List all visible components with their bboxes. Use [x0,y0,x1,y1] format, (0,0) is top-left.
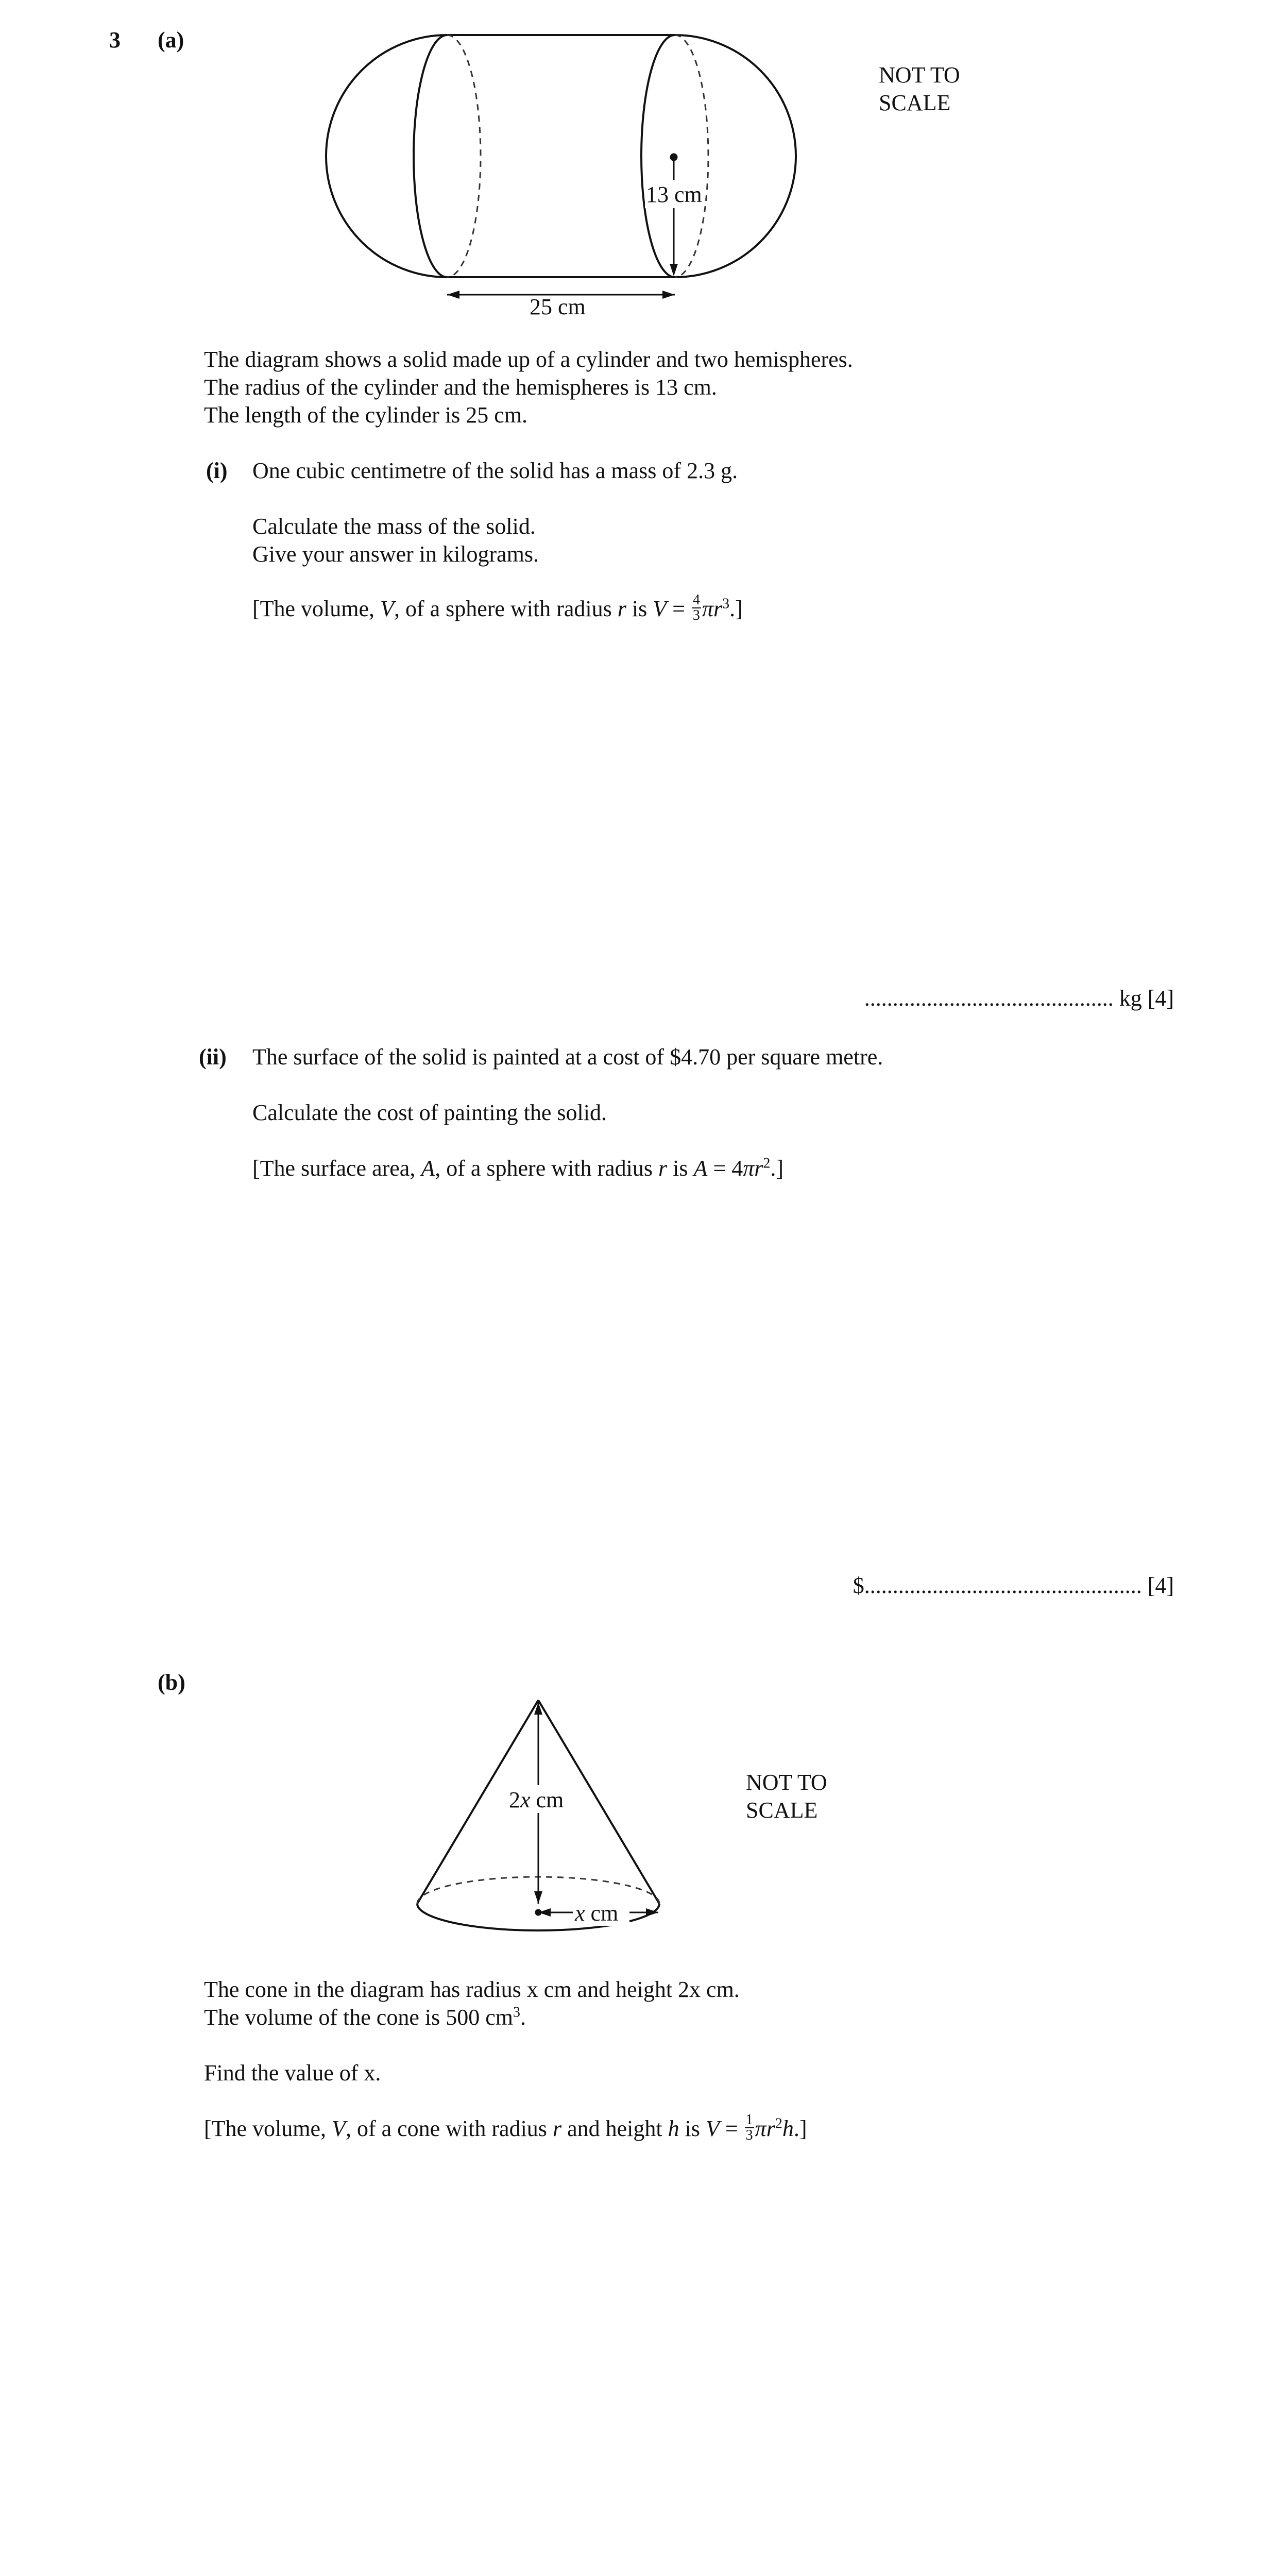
sub-ii-line2: Calculate the cost of painting the solid. [252,1100,607,1125]
question-number: 3 [109,27,121,53]
capsule-diagram [0,0,1278,361]
sub-i-label: (i) [206,458,228,483]
part-b-line2: The volume of the cone is 500 $cm^3$. [204,2004,526,2030]
right-end-front [641,35,675,277]
left-end-front [414,35,447,277]
part-b-label: (b) [158,1670,185,1695]
right-end-back [675,35,708,277]
intro-line-1: The diagram shows a solid made up of a cylinder and two hemispheres. [204,347,853,372]
intro-line-2: The radius of the cylinder and the hemispheres is 13 cm. [204,375,717,400]
left-end-back [447,35,481,277]
cone-radius-label: x cm [575,1901,619,1926]
sub-i-line2: Calculate the mass of the solid. [252,514,536,539]
sub-ii-line1: The surface of the solid is painted at a cost of $4.70 per square metre. [252,1044,883,1070]
length-arrow-right [662,291,675,299]
radius-label: 13 cm [646,182,702,207]
sub-i-line3: Give your answer in kilograms. [252,541,539,567]
intro-line-3: The length of the cylinder is 25 cm. [204,402,528,428]
not-to-scale-b-line2: SCALE [746,1798,818,1823]
sphere-volume-formula: [The volume, V, of a sphere with radius r is V = $\frac{4}{3}$ $\pi r^3$.] [252,591,743,623]
not-to-scale-b-line1: NOT TO [746,1770,827,1795]
cone-height-label: 2x cm [509,1787,564,1812]
part-a-label: (a) [158,27,184,53]
not-to-scale-a-line1: NOT TO [879,62,960,88]
length-label: 25 cm [530,294,586,319]
answer-line-cost[interactable]: $................................................. [4] [853,1573,1174,1598]
cone-volume-formula: [The volume, V, of a cone with radius r and height h is V = $\frac{1}{3}$ $\pi r^2h$.] [204,2111,807,2143]
left-hemisphere [326,35,447,277]
cone-centre-dot [536,1910,541,1915]
length-arrow-left [447,291,459,299]
right-hemisphere [675,35,796,277]
sub-i-line1: One cubic centimetre of the solid has a mass of 2.3 g. [252,458,738,483]
sub-ii-label: (ii) [199,1044,227,1070]
radius-arrow-head [670,264,678,276]
not-to-scale-a-line2: SCALE [879,90,951,115]
answer-line-mass[interactable]: ............................................ kg [4] [864,986,1174,1011]
cone-diagram [0,1674,1278,1984]
part-b-line3: Find the value of x. [204,2060,381,2086]
height-arrow-bottom [534,1891,542,1904]
sphere-area-formula: [The surface area, A, of a sphere with radius r is $A = 4\pi r^2$.] [252,1155,784,1181]
part-b-line1: The cone in the diagram has radius x cm and height 2x cm. [204,1977,740,2002]
